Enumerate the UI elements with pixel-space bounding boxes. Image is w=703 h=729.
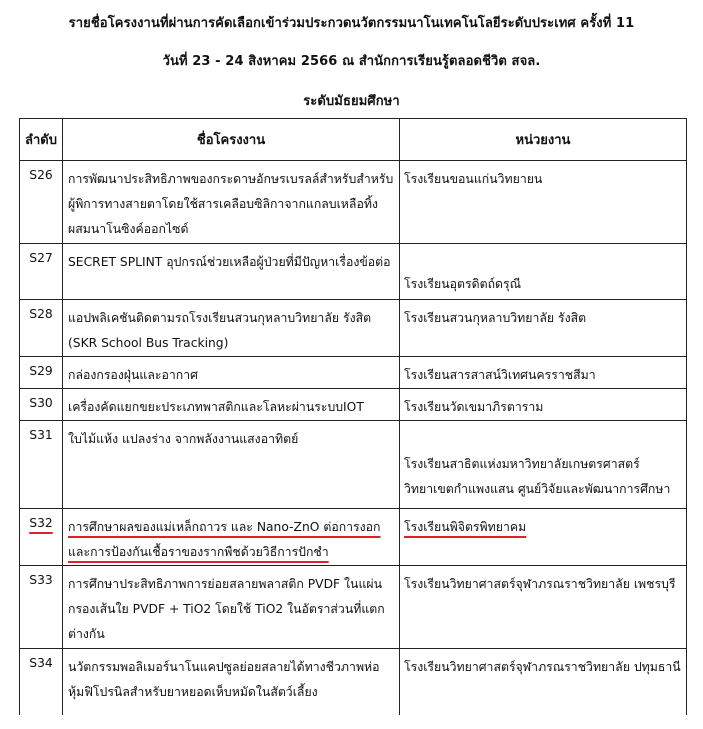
project-name: กล่องกรองฝุ่นและอากาศ	[68, 368, 198, 382]
table-header-row	[20, 119, 687, 161]
row-number: S31	[29, 428, 53, 442]
row-number: S33	[29, 573, 53, 587]
organization-name: โรงเรียนวิทยาศาสตร์จุฬาภรณราชวิทยาลัย เพชรบุรี	[404, 577, 676, 591]
organization-name: โรงเรียนสวนกุหลาบวิทยาลัย รังสิต	[404, 311, 587, 325]
document-title: รายชื่อโครงงานที่ผ่านการคัดเลือกเข้าร่วมประกวดนวัตกรรมนาโนเทคโนโลยีระดับประเทศ ครั้งที่ 11	[68, 16, 635, 31]
project-name: ใบไม้แห้ง แปลงร่าง จากพลังงานแสงอาทิตย์	[68, 432, 299, 446]
project-name: SECRET SPLINT อุปกรณ์ช่วยเหลือผู้ป่วยที่มีปัญหาเรื่องข้อต่อ	[68, 255, 391, 269]
table-row	[20, 566, 687, 649]
project-name: การศึกษาประสิทธิภาพการย่อยสลายพลาสติก PVDF ในแผ่นกรองเส้นใย PVDF + TiO2 โดยใช้ TiO2 ในอัตราส่วนที่แตกต่างกัน	[68, 577, 385, 641]
table-row	[20, 357, 687, 389]
row-number: S28	[29, 307, 53, 321]
organization-name: โรงเรียนพิจิตรพิทยาคม	[404, 520, 527, 534]
project-name: การพัฒนาประสิทธิภาพของกระดาษอักษรเบรลล์สำหรับสำหรับผู้พิการทางสายตาโดยใช้สารเคลือบซิลิกาจากแกลบเหลือทิ้งผสมนาโนซิงค์ออกไซด์	[68, 172, 394, 236]
column-header-project: ชื่อโครงงาน	[63, 119, 400, 161]
table-row	[20, 421, 687, 509]
column-header-order: ลำดับ	[20, 119, 63, 161]
organization-name: โรงเรียนสาธิตแห่งมหาวิทยาลัยเกษตรศาสตร์ วิทยาเขตกำแพงแสน ศูนย์วิจัยและพัฒนาการศึกษา	[404, 457, 671, 496]
row-number: S26	[29, 168, 53, 182]
project-name: เครื่องคัดแยกขยะประเภทพาสติกและโลหะผ่านระบบIOT	[68, 400, 364, 414]
project-name: นวัตกรรมพอลิเมอร์นาโนแคปซูลย่อยสลายได้ทางชีวภาพห่อหุ้มฟิโปรนิลสำหรับยาหยอดเห็บหมัดในสัตว์เลี้ยง	[68, 660, 380, 699]
organization-name: โรงเรียนสารสาสน์วิเทศนครราชสีมา	[404, 368, 596, 382]
organization-name: โรงเรียนวัดเขมาภิรตาราม	[404, 400, 544, 414]
project-table	[19, 118, 687, 729]
row-number: S27	[29, 251, 53, 265]
row-number: S30	[29, 396, 53, 410]
education-level-heading: ระดับมัธยมศึกษา	[303, 94, 400, 109]
project-name: แอปพลิเคชันติดตามรถโรงเรียนสวนกุหลาบวิทยาลัย รังสิต (SKR School Bus Tracking)	[68, 311, 372, 350]
table-row	[20, 300, 687, 357]
column-header-organization: หน่วยงาน	[400, 119, 687, 161]
document-subtitle: วันที่ 23 - 24 สิงหาคม 2566 ณ สำนักการเรียนรู้ตลอดชีวิต สจล.	[162, 54, 541, 69]
table-row	[20, 161, 687, 244]
page-cutoff	[0, 715, 703, 729]
project-name: การศึกษาผลของแม่เหล็กถาวร และ Nano-ZnO ต่อการงอกและการป้องกันเชื้อราของรากพืชด้วยวิธีการปักชำ	[68, 520, 381, 559]
row-number: S32	[29, 516, 53, 530]
row-number: S29	[29, 364, 53, 378]
table-row	[20, 389, 687, 421]
row-number: S34	[29, 656, 53, 670]
organization-name: โรงเรียนวิทยาศาสตร์จุฬาภรณราชวิทยาลัย ปทุมธานี	[404, 660, 681, 674]
organization-name: โรงเรียนอุตรดิตถ์ดรุณี	[404, 277, 522, 291]
table-row	[20, 244, 687, 300]
table-row-highlighted	[20, 509, 687, 566]
organization-name: โรงเรียนขอนแก่นวิทยายน	[404, 172, 543, 186]
